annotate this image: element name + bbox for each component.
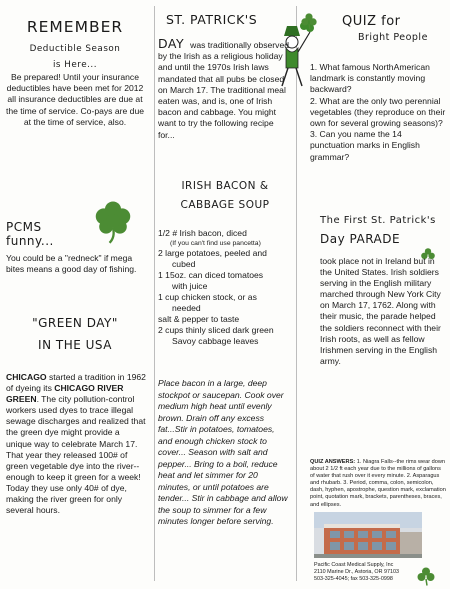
parade-heading	[320, 215, 444, 246]
ingredient-line: 1/2 # Irish bacon, diced	[158, 228, 247, 238]
ingredient-line: salt & pepper to taste	[158, 314, 240, 324]
pcms-title: PCMS funny...	[6, 220, 54, 248]
ingredient-line: 2 cups thinly sliced dark green	[158, 325, 274, 335]
quiz-answers-label: QUIZ ANSWERS:	[310, 459, 356, 465]
small-shamrock-icon	[300, 12, 318, 30]
company-footer	[314, 562, 418, 583]
green-day-title-2: IN THE USA	[38, 338, 112, 352]
parade-body: took place not in Ireland but in the United States. Irish soldiers serving in the English military marched through New York City on March 17, 1762. Along with their music, the parade helped the soldiers reconnect with their Irish roots, as well as fellow Irishmen serving in the English army.	[320, 256, 441, 366]
st-patricks-intro	[158, 38, 292, 141]
chicago-lead: CHICAGO	[6, 372, 47, 382]
quiz-question: 3. Can you name the 14 punctuation marks in English grammar?	[310, 129, 420, 162]
quiz-questions	[310, 62, 446, 163]
ingredient-line: cubed	[172, 259, 196, 269]
parade-title-2: Day PARADE	[320, 232, 401, 246]
ingredient-line: 1 15oz. can diced tomatoes	[158, 270, 264, 280]
deductible-subtitle-2: is Here...	[52, 60, 98, 70]
ingredient-line: 2 large potatoes, peeled and	[158, 248, 267, 258]
st-patricks-body: was traditionally observed by the Irish as a religious holiday and until the 1970s Irish laws mandated that all pubs be closed on March 17. The traditional meal eaten was, and is, one of Irish bacon and cabbage. You might want to try the following recipe for...	[158, 40, 290, 140]
deductible-subtitle: Deductible Season	[29, 44, 121, 54]
quiz-question: 2. What are the only two perennial vegetables (they reproduce on their own for several growing seasons)?	[310, 95, 446, 129]
footer-shamrock-icon	[416, 566, 436, 586]
deductible-notice	[4, 18, 146, 128]
company-phone: 503-325-4045; fax 503-325-0998	[314, 575, 393, 582]
st-patricks-title-1: ST. PATRICK'S	[166, 12, 258, 27]
recipe-title-2: CABBAGE SOUP	[180, 199, 270, 211]
recipe-heading	[158, 180, 292, 211]
ingredient-line: (If you can't find use pancetta)	[170, 240, 261, 247]
ingredients-list	[158, 228, 292, 347]
column-divider-left	[154, 6, 155, 581]
pcms-funny	[6, 220, 86, 248]
column-divider-right	[296, 6, 297, 581]
remember-title: REMEMBER	[26, 18, 124, 36]
office-building-photo	[314, 512, 422, 558]
quiz-question: 1. What famous NorthAmerican landmark is constantly moving backward?	[310, 62, 430, 95]
quiz-title-1: QUIZ for	[342, 14, 401, 29]
right-column	[300, 0, 446, 589]
middle-column	[158, 0, 292, 589]
left-column	[4, 0, 150, 589]
pcms-joke: You could be a "redneck" if mega bites means a good day of fishing.	[6, 253, 137, 275]
company-name: Pacific Coast Medical Supply, Inc	[314, 562, 394, 568]
shamrock-icon	[90, 198, 136, 244]
quiz-heading	[342, 12, 401, 30]
ingredient-line: with juice	[172, 281, 208, 291]
deductible-body: Be prepared! Until your insurance deductibles have been met for 2012 all insurance deductibles are due at the time of service. Co-pays are due at the time of service, also.	[5, 72, 145, 127]
chicago-river-green: CHICAGO RIVER GREEN	[6, 383, 124, 405]
recipe-title-1: IRISH BACON &	[181, 180, 269, 192]
green-day-body: CHICAGO started a tradition in 1962 of dyeing its CHICAGO RIVER GREEN. The city pollution-control workers used dyes to trace illegal sewage discharges and realized that the green dye might provide a unique way to celebrate March 17. That year they released 100# of green vegetable dye into the river--enough to keep it green for a week! Today they use only 40# of dye, making the river green for only several hours.	[6, 372, 146, 516]
ingredient-line: Savoy cabbage leaves	[172, 336, 259, 346]
quiz-title-2: Bright People	[358, 32, 428, 43]
green-day-title-1: "GREEN DAY"	[32, 316, 118, 330]
company-address: 2110 Marine Dr., Astoria, OR 97103	[314, 568, 399, 575]
recipe-directions: Place bacon in a large, deep stockpot or saucepan. Cook over medium high heat until evenly brown. Drain off any excess fat...Stir in potatoes, tomatoes, and enough chicken stock to cover... Season with salt and pepper... Bring to a boil, reduce heat and let simmer for 20 minutes, or until potatoes are tender... Stir in cabbage and allow the soup to simmer for a few minutes longer before serving.	[158, 378, 288, 526]
parade-title-1: The First St. Patrick's	[320, 215, 436, 226]
ingredient-line: needed	[172, 303, 201, 313]
quiz-answers: QUIZ ANSWERS: 1. Niagra Falls--the rims wear down about 2 1/2 ft each year due to the millions of gallons of water that rush over it every minute. 2. Asparagus and rhubarb. 3. Period, comma, colon, semicolon, dash, hyphen, apostrophe, question mark, exclamation point, quotation mark, brackets, parentheses, braces, and ellipses.	[310, 459, 446, 508]
ingredient-line: 1 cup chicken stock, or as	[158, 292, 257, 302]
st-patricks-title-2: DAY	[158, 36, 185, 51]
green-day-heading	[4, 316, 146, 352]
